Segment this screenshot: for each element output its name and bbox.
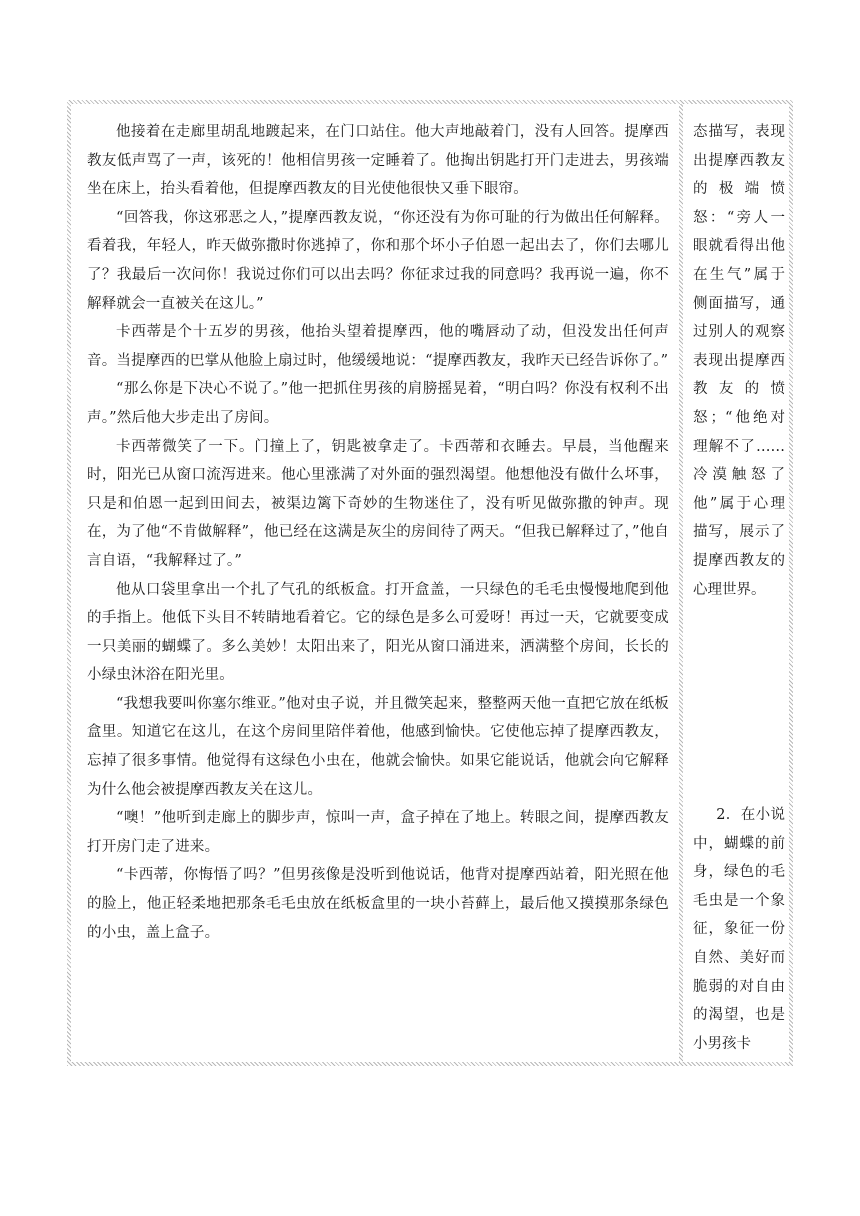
annotation-note-2: 2．在小说中，蝴蝶的前身，绿色的毛毛虫是一个象征，象征一份自然、美好而脆弱的对自由的渴望，也是小男孩卡: [693, 807, 785, 1052]
story-paragraph-3: 卡西蒂是个十五岁的男孩，他抬头望着提摩西，他的嘴唇动了动，但没发出任何声音。当提摩西的巴掌从他脸上扇过时，他缓缓地说：“提摩西教友，我昨天已经告诉你了。”: [87, 324, 669, 369]
story-paragraph-9: “卡西蒂，你悔悟了吗？”但男孩像是没听到他说话，他背对提摩西站着，阳光照在他的脸上，他正轻柔地把那条毛毛虫放在纸板盒里的一块小苔藓上，最后他又摸摸那条绿色的小虫，盖上盒子。: [87, 867, 669, 941]
annotation-note-1: 态描写，表现出提摩西教友的极端愤怒：“旁人一眼就看得出他在生气”属于侧面描写，通过别人的观察表现出提摩西教友的愤怒；“他绝对理解不了……冷漠触怒了他”属于心理描写，展示了提摩西教友的心理世界。: [693, 124, 785, 598]
story-paragraph-7: “我想我要叫你塞尔维亚。”他对虫子说，并且微笑起来，整整两天他一直把它放在纸板盒里。知道它在这儿，在这个房间里陪伴着他，他感到愉快。它使他忘掉了提摩西教友，忘掉了很多事情。他觉得有这绿色小虫在，他就会愉快。如果它能说话，他就会向它解释为什么他会被提摩西教友关在这儿。: [87, 695, 669, 798]
annotated-text-table: [67, 100, 793, 1066]
column-divider: [679, 104, 683, 1062]
story-text-column: [75, 108, 677, 1058]
annotation-column: [687, 108, 787, 1058]
story-paragraph-5: 卡西蒂微笑了一下。门撞上了，钥匙被拿走了。卡西蒂和衣睡去。早晨，当他醒来时，阳光已从窗口流泻进来。他心里涨满了对外面的强烈渴望。他想他没有做什么坏事，只是和伯恩一起到田间去，被渠边篱下奇妙的生物迷住了，没有听见做弥撒的钟声。现在，为了他“不肯做解释”，他已经在这满是灰尘的房间待了两天。“但我已解释过了，”他自言自语，“我解释过了。”: [87, 438, 669, 569]
story-paragraph-1: 他接着在走廊里胡乱地踱起来，在门口站住。他大声地敲着门，没有人回答。提摩西教友低声骂了一声，该死的！他相信男孩一定睡着了。他掏出钥匙打开门走进去，男孩端坐在床上，抬头看着他，但提摩西教友的目光使他很快又垂下眼帘。: [87, 124, 669, 198]
story-paragraph-2: “回答我，你这邪恶之人，”提摩西教友说，“你还没有为你可耻的行为做出任何解释。看着我，年轻人，昨天做弥撒时你逃掉了，你和那个坏小子伯恩一起出去了，你们去哪儿了？我最后一次问你！我说过你们可以出去吗？你征求过我的同意吗？我再说一遍，你不解释就会一直被关在这儿。”: [87, 209, 669, 312]
story-paragraph-6: 他从口袋里拿出一个扎了气孔的纸板盒。打开盒盖，一只绿色的毛毛虫慢慢地爬到他的手指上。他低下头目不转睛地看着它。它的绿色是多么可爱呀！再过一天，它就要变成一只美丽的蝴蝶了。多么美妙！太阳出来了，阳光从窗口涌进来，洒满整个房间，长长的小绿虫沐浴在阳光里。: [87, 581, 669, 684]
story-paragraph-4: “那么你是下决心不说了。”他一把抓住男孩的肩膀摇晃着，“明白吗？你没有权利不出声。”然后他大步走出了房间。: [87, 381, 669, 426]
story-paragraph-8: “噢！”他听到走廊上的脚步声，惊叫一声，盒子掉在了地上。转眼之间，提摩西教友打开房门走了进来。: [87, 810, 669, 855]
